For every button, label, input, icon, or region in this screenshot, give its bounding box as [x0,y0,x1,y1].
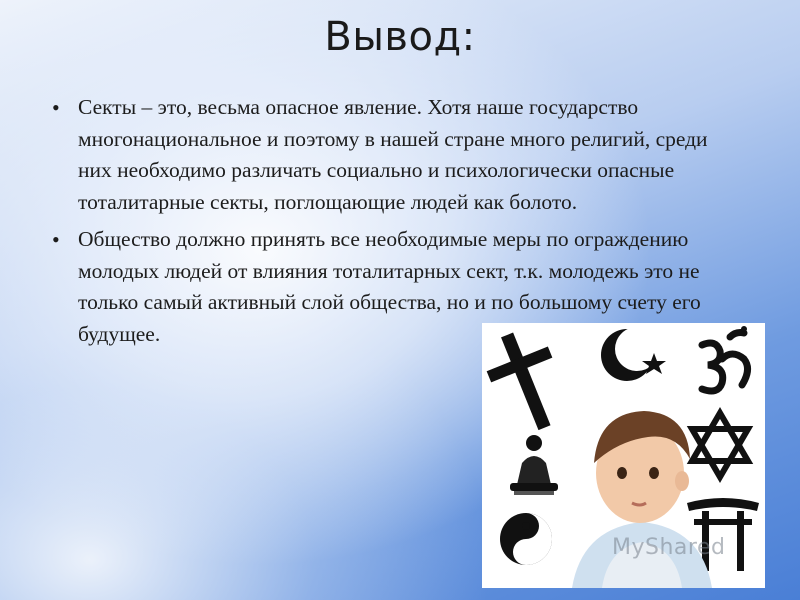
bullet-text: Общество должно принять все необходимые меры по ограждению молодых людей от влияния тоталитарных сект, т.к. молодежь это не только самый активный слой общества, но и по большому счету его будущее. [78,227,701,346]
watermark: MyShared [612,535,726,560]
bullet-list [44,92,734,356]
cross-icon [482,323,576,440]
om-icon [702,326,748,391]
bullet-text: Секты – это, весьма опасное явление. Хотя наше государство многонациональное и поэтому в нашей стране много религий, среди них необходимо различать социально и психологически опасные тоталитарные секты, поглощающие людей как болото. [78,95,708,214]
bullet-item [44,92,734,218]
buddha-icon [510,435,558,495]
bullet-dot: • [52,227,60,252]
star-of-david-icon [692,413,748,477]
crescent-icon [601,327,666,381]
bullet-dot: • [52,95,60,120]
yin-yang-icon [500,513,552,565]
child-photo [572,411,712,588]
slide-title: Вывод: [324,14,476,60]
